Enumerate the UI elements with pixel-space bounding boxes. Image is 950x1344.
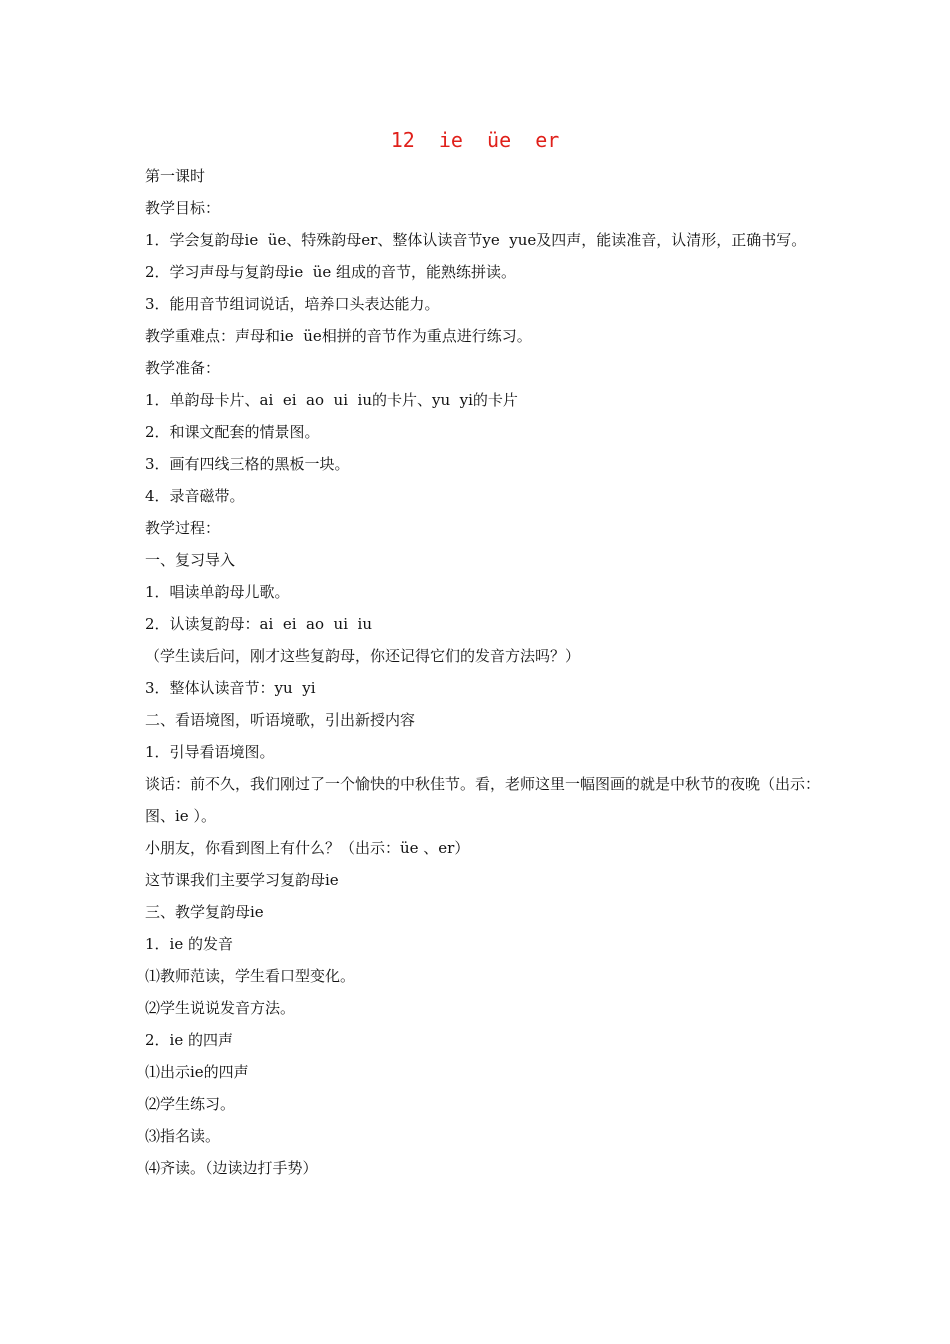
process-subitem: ⑵学生说说发音方法。 <box>145 999 296 1017</box>
process-note: （学生读后问，刚才这些复韵母，你还记得它们的发音方法吗？） <box>145 647 581 665</box>
process-part-1-heading: 一、复习导入 <box>145 551 236 569</box>
objective-item-3: 3．能用音节组词说话，培养口头表达能力。 <box>145 295 440 313</box>
key-difficulty-line: 教学重难点：声母和ie üe相拼的音节作为重点进行练习。 <box>145 327 532 345</box>
section-heading-preparation: 教学准备： <box>145 359 221 377</box>
document-body <box>145 160 820 1184</box>
process-subitem: ⑵学生练习。 <box>145 1095 236 1113</box>
section-heading-process: 教学过程： <box>145 519 221 537</box>
process-subitem: ⑷齐读。（边读边打手势） <box>145 1159 318 1177</box>
lesson-title: 12 ie üe er <box>390 128 560 152</box>
process-subitem: ⑶指名读。 <box>145 1127 221 1145</box>
session-heading: 第一课时 <box>145 167 206 185</box>
process-item: 1．唱读单韵母儿歌。 <box>145 583 290 601</box>
process-subitem: ⑴出示ie的四声 <box>145 1063 249 1081</box>
process-dialogue: 小朋友，你看到图上有什么？（出示：üe 、er） <box>145 839 470 857</box>
process-item: 2．认读复韵母：ai ei ao ui iu <box>145 615 372 633</box>
process-item: 2．ie 的四声 <box>145 1031 233 1049</box>
process-note: 这节课我们主要学习复韵母ie <box>145 871 339 889</box>
preparation-item-3: 3．画有四线三格的黑板一块。 <box>145 455 350 473</box>
process-part-2-heading: 二、看语境图，听语境歌，引出新授内容 <box>145 711 416 729</box>
objective-item-1: 1．学会复韵母ie üe、特殊韵母er、整体认读音节ye yue及四声，能读准音，认清形，正确书写。 <box>145 231 807 249</box>
preparation-item-1: 1．单韵母卡片、ai ei ao ui iu的卡片、yu yi的卡片 <box>145 391 518 409</box>
process-part-3-heading: 三、教学复韵母ie <box>145 903 264 921</box>
process-dialogue: 谈话：前不久，我们刚过了一个愉快的中秋佳节。看，老师这里一幅图画的就是中秋节的夜晚（出示：图、ie ）。 <box>145 775 821 825</box>
process-item: 1．ie 的发音 <box>145 935 233 953</box>
process-item: 3．整体认读音节：yu yi <box>145 679 316 697</box>
process-item: 1．引导看语境图。 <box>145 743 275 761</box>
section-heading-objectives: 教学目标： <box>145 199 221 217</box>
preparation-item-2: 2．和课文配套的情景图。 <box>145 423 320 441</box>
process-subitem: ⑴教师范读，学生看口型变化。 <box>145 967 356 985</box>
preparation-item-4: 4．录音磁带。 <box>145 487 245 505</box>
objective-item-2: 2．学习声母与复韵母ie üe 组成的音节，能熟练拼读。 <box>145 263 517 281</box>
